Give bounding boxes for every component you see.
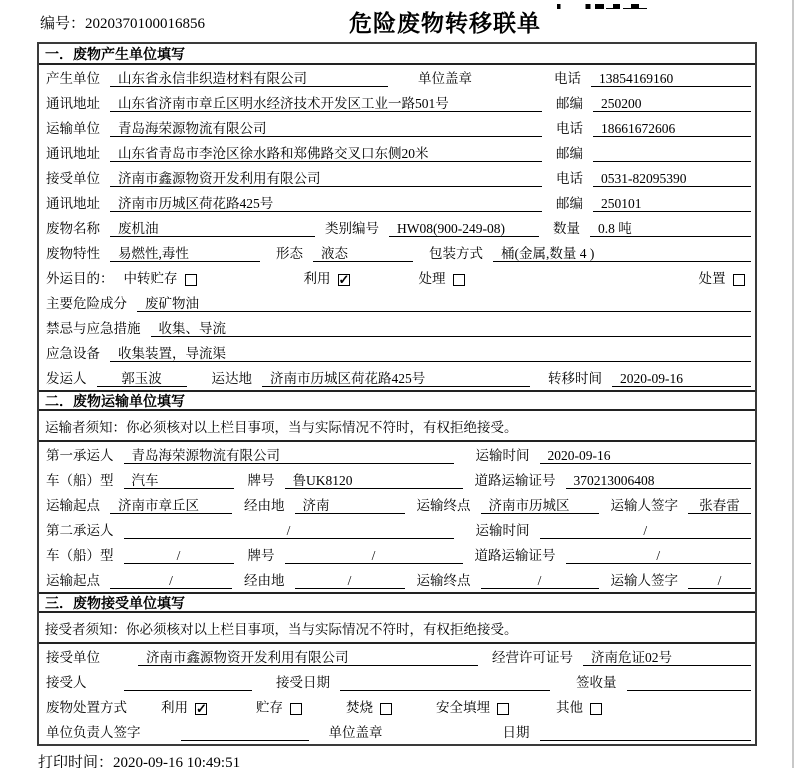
qr-code-fragment-icon	[557, 0, 652, 9]
via-value: /	[295, 572, 405, 589]
option-label: 安全填埋	[436, 700, 490, 715]
page-title: 危险废物转移联单	[349, 11, 541, 36]
checkbox-checked-icon	[338, 274, 350, 286]
road-permit-label: 道路运输证号	[474, 548, 556, 563]
taboo-value: 收集、导流	[151, 320, 752, 337]
quantity-value: 0.8 吨	[590, 220, 751, 237]
transport-phone-value: 18661672606	[593, 120, 751, 137]
signed-qty-value	[627, 674, 752, 691]
signed-qty-label: 签收量	[576, 675, 617, 690]
packing-value: 桶(金属,数量 4 )	[493, 245, 751, 262]
receive-zip-value: 250101	[593, 195, 751, 212]
row-receive-unit	[39, 165, 755, 190]
receive-address-value: 济南市历城区荷花路425号	[110, 195, 542, 212]
row-transport-address	[39, 140, 755, 165]
road-permit-label: 道路运输证号	[474, 473, 556, 488]
option-label: 利用	[161, 700, 188, 715]
disposal-option-incinerate	[346, 699, 436, 716]
serial-value: 2020370100016856	[85, 16, 206, 32]
transport-unit-value: 青岛海荣源物流有限公司	[110, 120, 542, 137]
receive-unit-label: 接受单位	[46, 171, 100, 186]
receiving-unit-label: 接受单位	[46, 650, 100, 665]
print-time-line	[38, 751, 240, 768]
produce-unit-value: 山东省永信非织造材料有限公司	[110, 70, 388, 87]
row-route-2	[39, 567, 755, 592]
address-label: 通讯地址	[46, 196, 100, 211]
row-route-1	[39, 492, 755, 517]
vehicle-type-label: 车（船）型	[46, 548, 114, 563]
disposal-label: 废物处置方式	[46, 700, 127, 715]
license-label: 经营许可证号	[492, 650, 573, 665]
road-permit-value: /	[566, 547, 752, 564]
waste-name-label: 废物名称	[46, 221, 100, 236]
section2-header: 二．废物运输单位填写	[39, 390, 755, 411]
receive-date-label: 接受日期	[276, 675, 330, 690]
plate-value: 鲁UK8120	[285, 472, 463, 489]
vehicle-type-value: /	[124, 547, 234, 564]
carrier-sign-value: /	[688, 572, 751, 589]
destination-value: 济南市历城区荷花路425号	[262, 370, 530, 387]
row-receiving-unit	[39, 644, 755, 669]
waste-name-value: 废机油	[110, 220, 315, 237]
produce-zip-value: 250200	[593, 95, 751, 112]
row-produce-address	[39, 90, 755, 115]
receive-date-value	[340, 674, 550, 691]
purpose-option-dispose	[699, 270, 745, 287]
first-carrier-label: 第一承运人	[46, 448, 114, 463]
receiving-unit-value: 济南市鑫源物资开发利用有限公司	[138, 649, 478, 666]
manifest-form	[37, 42, 757, 746]
plate-label: 牌号	[247, 473, 275, 488]
transport-time-label: 运输时间	[475, 448, 530, 463]
responsible-sign-value	[181, 724, 309, 741]
row-vehicle-1	[39, 467, 755, 492]
row-waste-name	[39, 215, 755, 240]
row-second-carrier	[39, 517, 755, 542]
category-code-label: 类别编号	[325, 221, 379, 236]
row-emergency-equipment	[39, 340, 755, 365]
phone-label: 电话	[556, 121, 583, 136]
route-end-label: 运输终点	[416, 573, 471, 588]
quantity-label: 数量	[553, 221, 580, 236]
row-responsible-sign	[39, 719, 755, 744]
checkbox-icon	[733, 274, 745, 286]
road-permit-value: 370213006408	[566, 472, 752, 489]
option-label: 处置	[698, 271, 726, 286]
transport-address-value: 山东省青岛市李沧区徐水路和郑佛路交叉口东侧20米	[110, 145, 542, 162]
purpose-label: 外运目的：	[46, 271, 114, 286]
transport-zip-value	[593, 145, 751, 162]
zip-label: 邮编	[556, 196, 583, 211]
transporter-notice: 运输者须知：你必须核对以上栏目事项，当与实际情况不符时，有权拒绝接受。	[39, 411, 755, 442]
row-receiver-person	[39, 669, 755, 694]
row-transport-unit	[39, 115, 755, 140]
hazard-label: 主要危险成分	[46, 296, 127, 311]
waste-property-label: 废物特性	[46, 246, 100, 261]
transfer-time-label: 转移时间	[548, 371, 602, 386]
carrier-sign-label: 运输人签字	[610, 573, 678, 588]
transport-unit-label: 运输单位	[46, 121, 100, 136]
address-label: 通讯地址	[46, 96, 100, 111]
packing-label: 包装方式	[429, 246, 483, 261]
unit-seal-label: 单位盖章	[328, 725, 383, 740]
date-value	[540, 724, 752, 741]
hazard-value: 废矿物油	[137, 295, 751, 312]
section3-header: 三．废物接受单位填写	[39, 592, 755, 613]
receive-phone-value: 0531-82095390	[593, 170, 751, 187]
route-start-value: /	[110, 572, 232, 589]
transport-time-label: 运输时间	[475, 523, 530, 538]
taboo-label: 禁忌与应急措施	[46, 321, 141, 336]
phone-label: 电话	[554, 71, 581, 86]
form-state-value: 液态	[313, 245, 413, 262]
checkbox-icon	[497, 703, 509, 715]
option-label: 其他	[556, 700, 583, 715]
produce-address-value: 山东省济南市章丘区明水经济技术开发区工业一路501号	[110, 95, 542, 112]
row-produce-unit	[39, 65, 755, 90]
row-sender	[39, 365, 755, 390]
transport-time-value: /	[540, 522, 752, 539]
row-hazard-component	[39, 290, 755, 315]
vehicle-type-value: 汽车	[124, 472, 234, 489]
serial-label: 编号：	[40, 16, 86, 32]
produce-unit-label: 产生单位	[46, 71, 100, 86]
sender-value: 郭玉波	[97, 370, 187, 387]
row-transfer-purpose	[39, 265, 755, 290]
disposal-option-other	[556, 699, 602, 716]
waste-property-value: 易燃性,毒性	[110, 245, 260, 262]
plate-value: /	[285, 547, 463, 564]
equipment-value: 收集装置，导流渠	[110, 345, 751, 362]
disposal-option-storage	[256, 699, 346, 716]
transfer-time-value: 2020-09-16	[612, 370, 751, 387]
disposal-option-utilize	[161, 699, 256, 716]
option-label: 焚烧	[346, 700, 373, 715]
first-carrier-value: 青岛海荣源物流有限公司	[124, 447, 454, 464]
checkbox-icon	[290, 703, 302, 715]
carrier-sign-value: 张春雷	[688, 497, 751, 514]
license-value: 济南危证02号	[583, 649, 751, 666]
print-time-label: 打印时间：	[38, 755, 114, 768]
option-label: 贮存	[256, 700, 283, 715]
route-end-value: 济南市历城区	[481, 497, 599, 514]
produce-phone-value: 13854169160	[591, 70, 751, 87]
route-end-value: /	[481, 572, 599, 589]
sender-label: 发运人	[46, 371, 87, 386]
purpose-option-treat	[419, 270, 699, 287]
route-end-label: 运输终点	[416, 498, 471, 513]
row-vehicle-2	[39, 542, 755, 567]
checkbox-icon	[185, 274, 197, 286]
vehicle-type-label: 车（船）型	[46, 473, 114, 488]
option-label: 处理	[418, 271, 446, 286]
receiver-label: 接受人	[46, 675, 87, 690]
print-time-value: 2020-09-16 10:49:51	[113, 755, 241, 768]
second-carrier-label: 第二承运人	[46, 523, 114, 538]
plate-label: 牌号	[247, 548, 275, 563]
row-first-carrier	[39, 442, 755, 467]
checkbox-icon	[453, 274, 465, 286]
receiver-value	[124, 674, 252, 691]
via-label: 经由地	[244, 498, 285, 513]
page-edge-divider	[792, 0, 794, 768]
route-start-label: 运输起点	[46, 573, 100, 588]
category-code-value: HW08(900-249-08)	[389, 220, 539, 237]
option-label: 中转贮存	[123, 271, 178, 286]
equipment-label: 应急设备	[46, 346, 100, 361]
carrier-sign-label: 运输人签字	[610, 498, 678, 513]
address-label: 通讯地址	[46, 146, 100, 161]
form-state-label: 形态	[276, 246, 303, 261]
date-label: 日期	[502, 725, 530, 740]
via-value: 济南	[295, 497, 405, 514]
receive-unit-value: 济南市鑫源物资开发利用有限公司	[110, 170, 542, 187]
phone-label: 电话	[556, 171, 583, 186]
checkbox-icon	[590, 703, 602, 715]
purpose-option-utilize	[304, 270, 419, 287]
row-taboo-measures	[39, 315, 755, 340]
row-waste-property	[39, 240, 755, 265]
second-carrier-value: /	[124, 522, 454, 539]
via-label: 经由地	[244, 573, 285, 588]
row-receive-address	[39, 190, 755, 215]
responsible-sign-label: 单位负责人签字	[46, 725, 141, 740]
zip-label: 邮编	[556, 96, 583, 111]
row-disposal-method	[39, 694, 755, 719]
route-start-label: 运输起点	[46, 498, 100, 513]
section1-header: 一．废物产生单位填写	[39, 44, 755, 65]
disposal-option-landfill	[436, 699, 556, 716]
unit-seal-label: 单位盖章	[418, 71, 472, 86]
transport-time-value: 2020-09-16	[540, 447, 752, 464]
zip-label: 邮编	[556, 146, 583, 161]
destination-label: 运达地	[211, 371, 252, 386]
purpose-option-transfer-storage	[124, 270, 304, 287]
checkbox-checked-icon	[195, 703, 207, 715]
route-start-value: 济南市章丘区	[110, 497, 232, 514]
option-label: 利用	[303, 271, 331, 286]
receiver-notice: 接受者须知：你必须核对以上栏目事项，当与实际情况不符时，有权拒绝接受。	[39, 613, 755, 644]
checkbox-icon	[380, 703, 392, 715]
